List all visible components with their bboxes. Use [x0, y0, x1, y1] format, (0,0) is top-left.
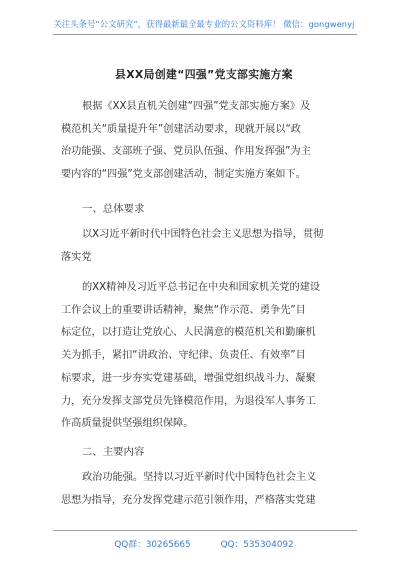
paragraph-line: 标要求，进一步夯实党建基础，增强党组织战斗力、凝聚: [61, 372, 316, 384]
paragraph-line: 的XX精神及习近平总书记在中央和国家机关党的建设: [82, 282, 321, 293]
paragraph-line: 力，充分发挥支部党员先锋模范作用，为退役军人事务工: [61, 395, 316, 407]
footer-divider: [53, 530, 357, 531]
paragraph-line: 政治功能强。坚持以习近平新时代中国特色社会主义: [82, 472, 317, 483]
paragraph-line: 关为抓手，紧扣“讲政治、守纪律、负责任、有效率”目: [61, 350, 306, 362]
paragraph-line: 以X习近平新时代中国特色社会主义思想为指导，贯彻: [82, 229, 324, 240]
section1-paragraph-1: [61, 224, 357, 269]
document-title: 县XX局创建“四强”党支部实施方案: [115, 68, 293, 81]
section-heading-main-content: 二、主要内容: [82, 446, 145, 458]
paragraph-line: 作高质量提供坚强组织保障。: [61, 418, 194, 430]
paragraph-line: 工作会议上的重要讲话精神，聚焦“作示范、勇争先”目: [61, 304, 306, 316]
footer-qq-group: QQ群：30265665: [114, 540, 191, 550]
paragraph-line: 落实党: [61, 251, 92, 263]
paragraph-line: 要内容的“四强”党支部创建活动，制定实施方案如下。: [61, 169, 306, 181]
paragraph-line: 治功能强、支部班子强、党员队伍强、作用发挥强”为主: [61, 146, 311, 158]
section2-paragraph-1: [61, 467, 357, 512]
footer-contact: [0, 537, 408, 550]
footer-qq: QQ：535304092: [220, 540, 294, 550]
section1-paragraph-2: [61, 277, 357, 436]
paragraph-line: 模范机关“质量提升年”创建活动要求，现就开展以“政: [61, 123, 301, 135]
paragraph-line: 根据《XX县直机关创建“四强”党支部实施方案》及: [82, 101, 311, 112]
header-banner: 关注头条号“公文研究”，获得最新最全最专业的公文资料库！ 微信：gongwenyj: [53, 19, 355, 29]
paragraph-line: 标定位，以打造让党放心、人民满意的模范机关和勤廉机: [61, 327, 316, 339]
header-divider: [53, 34, 357, 35]
paragraph-line: 思想为指导，充分发挥党建示范引领作用，严格落实党建: [61, 494, 316, 506]
section-heading-overall-requirements: 一、总体要求: [82, 203, 145, 215]
intro-paragraph: [61, 96, 357, 187]
